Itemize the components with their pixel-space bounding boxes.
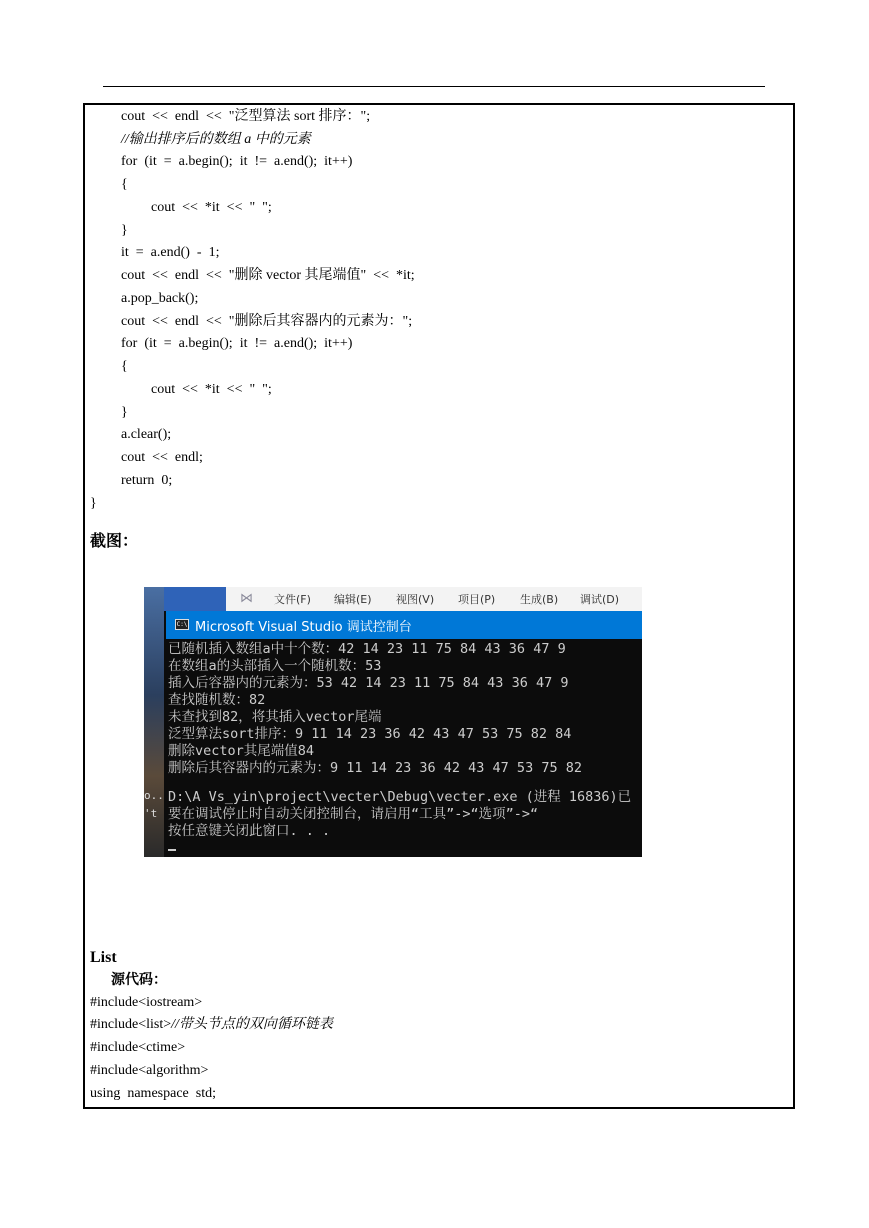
console-line: 泛型算法sort排序：9 11 14 23 36 42 43 47 53 75 82 84 bbox=[168, 726, 572, 742]
console-line: 要在调试停止时自动关闭控制台，请启用“工具”->“选项”->“ bbox=[168, 806, 539, 822]
code-comment: //输出排序后的数组 a 中的元素 bbox=[121, 132, 311, 147]
console-line: 插入后容器内的元素为：53 42 14 23 11 75 84 43 36 47 9 bbox=[168, 675, 569, 691]
menu-project: 项目(P) bbox=[458, 593, 496, 606]
code-line: cout << endl; bbox=[121, 450, 203, 465]
console-line: D:\A Vs_yin\project\vecter\Debug\vecter.exe (进程 16836)已 bbox=[168, 789, 632, 805]
code-line: cout << *it << " "; bbox=[151, 382, 272, 397]
code-line bbox=[90, 1016, 333, 1034]
console-line: 查找随机数：82 bbox=[168, 692, 266, 708]
console-line: 未查找到82，将其插入vector尾端 bbox=[168, 709, 382, 725]
console-title: Microsoft Visual Studio 调试控制台 bbox=[195, 620, 412, 635]
menu-view: 视图(V) bbox=[396, 593, 435, 606]
console-line: 删除后其容器内的元素为：9 11 14 23 36 42 43 47 53 75 82 bbox=[168, 760, 582, 776]
code-line: #include<ctime> bbox=[90, 1040, 186, 1055]
code-line: using namespace std; bbox=[90, 1086, 216, 1101]
code-line: } bbox=[121, 223, 128, 238]
code-line: } bbox=[121, 405, 128, 420]
console-titlebar bbox=[166, 611, 642, 639]
menu-file: 文件(F) bbox=[274, 593, 311, 606]
screenshot-label: 截图： bbox=[90, 533, 139, 550]
console-line: 已随机插入数组a中十个数：42 14 23 11 75 84 43 36 47 9 bbox=[168, 641, 566, 657]
side-fragment: 't bbox=[144, 807, 158, 820]
list-heading: List bbox=[90, 949, 117, 966]
code-line: cout << endl << "泛型算法 sort 排序："; bbox=[121, 109, 371, 124]
code-line: return 0; bbox=[121, 473, 173, 488]
code-line: } bbox=[90, 496, 97, 511]
side-fragment: o.. bbox=[144, 789, 164, 802]
code-line: { bbox=[121, 359, 128, 374]
console-line: 删除vector其尾端值84 bbox=[168, 743, 315, 759]
code-line: it = a.end() - 1; bbox=[121, 245, 220, 260]
source-label: 源代码： bbox=[111, 973, 167, 988]
explorer-ribbon bbox=[164, 587, 226, 611]
code-line: a.pop_back(); bbox=[121, 291, 199, 306]
header-rule bbox=[103, 86, 765, 87]
console-icon: C:\ bbox=[176, 621, 188, 628]
code-comment: //带头节点的双向循环链表 bbox=[171, 1017, 333, 1032]
console-line: 按任意键关闭此窗口. . . bbox=[168, 823, 331, 839]
code-line: a.clear(); bbox=[121, 427, 172, 442]
vs-logo-icon: ⋈ bbox=[240, 591, 253, 606]
menu-build: 生成(B) bbox=[520, 593, 559, 606]
code-line: cout << *it << " "; bbox=[151, 200, 272, 215]
code-line: #include<algorithm> bbox=[90, 1063, 209, 1078]
include-list: #include<list> bbox=[90, 1017, 172, 1032]
menu-edit: 编辑(E) bbox=[334, 593, 372, 606]
code-line: cout << endl << "删除 vector 其尾端值" << *it; bbox=[121, 268, 415, 283]
console-cursor bbox=[168, 849, 176, 851]
menu-debug: 调试(D) bbox=[580, 593, 620, 606]
code-line: for (it = a.begin(); it != a.end(); it++) bbox=[121, 154, 353, 169]
code-line: for (it = a.begin(); it != a.end(); it++) bbox=[121, 336, 353, 351]
console-screenshot bbox=[144, 587, 642, 857]
console-line: 在数组a的头部插入一个随机数：53 bbox=[168, 658, 382, 674]
code-line: #include<iostream> bbox=[90, 995, 203, 1010]
code-line: { bbox=[121, 177, 128, 192]
code-line: cout << endl << "删除后其容器内的元素为："; bbox=[121, 314, 413, 329]
